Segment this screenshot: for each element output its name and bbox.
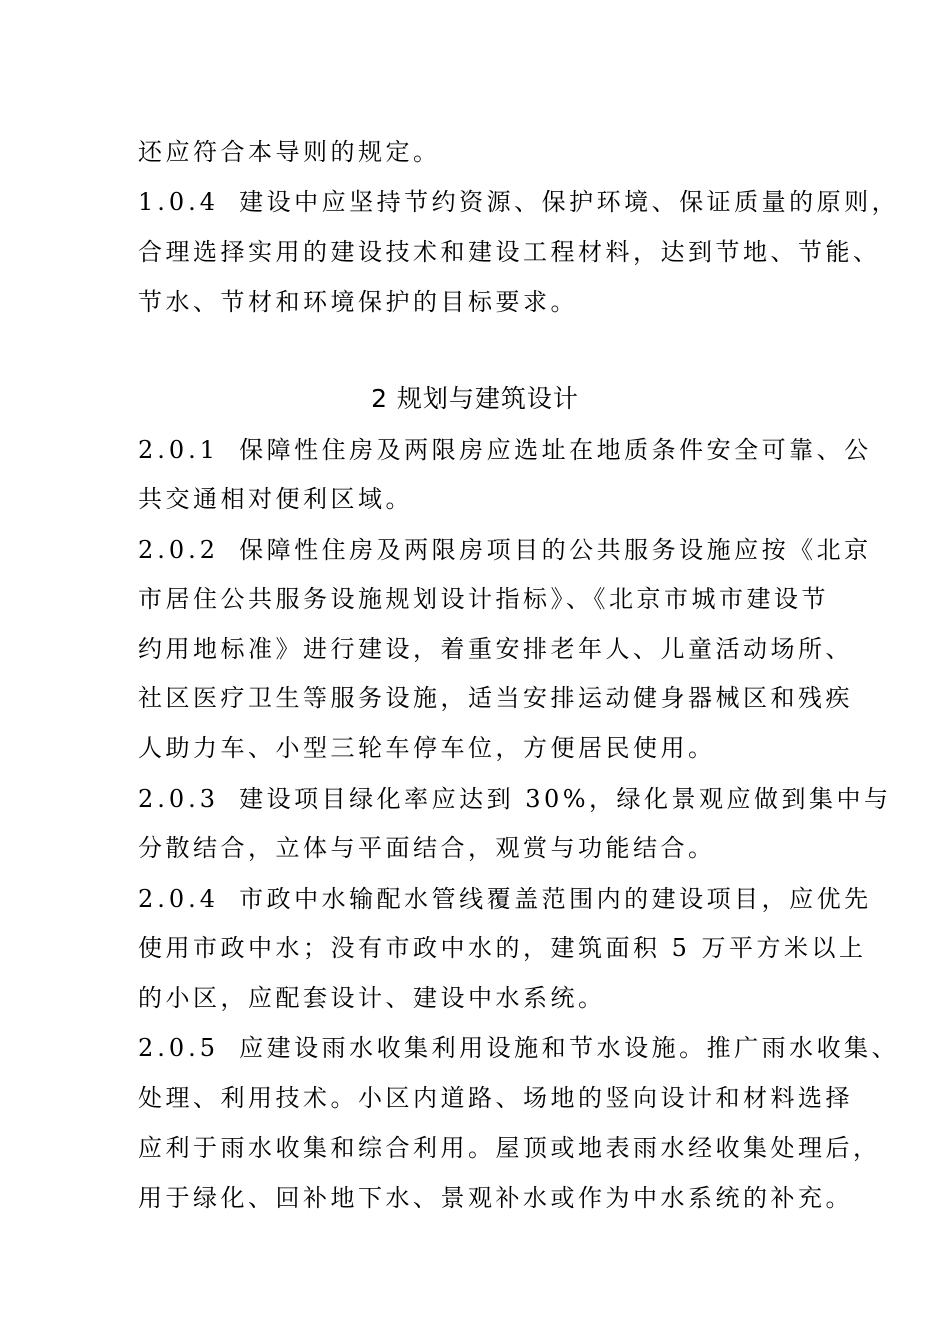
- paragraph-line: 处理、利用技术。小区内道路、场地的竖向设计和材料选择: [138, 1084, 853, 1112]
- paragraph-line: 使用市政中水；没有市政中水的，建筑面积 5 万平方米以上: [138, 934, 867, 962]
- paragraph-line: 市居住公共服务设施规划设计指标》、《北京市城市建设节: [138, 585, 829, 613]
- clause-number: 1.0.4: [138, 188, 220, 216]
- clause-number: 2.0.1: [138, 436, 220, 464]
- clause-number: 2.0.3: [138, 785, 220, 813]
- clause-number: 2.0.5: [138, 1034, 220, 1062]
- paragraph-line: 分散结合，立体与平面结合，观赏与功能结合。: [138, 834, 716, 862]
- paragraph-line: 用于绿化、回补地下水、景观补水或作为中水系统的补充。: [138, 1184, 853, 1212]
- clause-2-0-5-line: [138, 1033, 899, 1063]
- paragraph-line: 合理选择实用的建设技术和建设工程材料，达到节地、节能、: [138, 238, 881, 266]
- paragraph-line: 的小区，应配套设计、建设中水系统。: [138, 984, 606, 1012]
- clause-text: 建设项目绿化率应达到 30%，绿化景观应做到集中与: [239, 785, 892, 813]
- clause-2-0-1-line: [138, 435, 872, 465]
- clause-text: 保障性住房及两限房项目的公共服务设施应按《北京: [239, 536, 872, 564]
- paragraph-line: 共交通相对便利区域。: [138, 485, 413, 513]
- paragraph-line: 约用地标准》进行建设，着重安排老年人、儿童活动场所、: [138, 635, 853, 663]
- paragraph-line: 还应符合本导则的规定。: [138, 138, 441, 166]
- clause-2-0-4-line: [138, 884, 872, 914]
- clause-2-0-2-line: [138, 535, 872, 565]
- clause-text: 市政中水输配水管线覆盖范围内的建设项目，应优先: [239, 885, 872, 913]
- clause-number: 2.0.4: [138, 885, 220, 913]
- paragraph-line: 节水、节材和环境保护的目标要求。: [138, 288, 578, 316]
- clause-text: 应建设雨水收集利用设施和节水设施。推广雨水收集、: [239, 1034, 900, 1062]
- clause-1-0-4-line: [138, 187, 899, 217]
- section-heading: 2 规划与建筑设计: [371, 384, 579, 413]
- clause-2-0-3-line: [138, 784, 892, 814]
- clause-text: 保障性住房及两限房应选址在地质条件安全可靠、公: [239, 436, 872, 464]
- clause-number: 2.0.2: [138, 536, 220, 564]
- paragraph-line: 社区医疗卫生等服务设施，适当安排运动健身器械区和残疾: [138, 684, 853, 712]
- paragraph-line: 人助力车、小型三轮车停车位，方便居民使用。: [138, 734, 716, 762]
- paragraph-line: 应利于雨水收集和综合利用。屋顶或地表雨水经收集处理后，: [138, 1134, 881, 1162]
- clause-text: 建设中应坚持节约资源、保护环境、保证质量的原则，: [239, 188, 900, 216]
